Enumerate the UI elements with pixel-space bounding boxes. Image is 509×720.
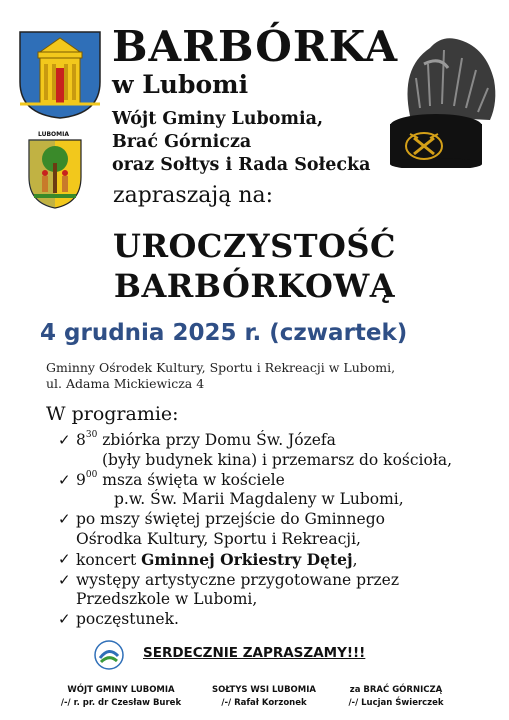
program-list	[58, 431, 452, 630]
program-item: ✓ poczęstunek.	[58, 610, 179, 629]
program-item: ✓ występy artystyczne przygotowane przez Przedszkole w Lubomi,	[58, 571, 452, 611]
signature-role: SOŁTYS WSI LUBOMIA	[212, 685, 316, 695]
program-item-cont: Ośrodka Kultury, Sportu i Rekreacji,	[76, 529, 361, 548]
checkmark-icon: ✓	[58, 470, 71, 489]
poster-title: BARBÓRKA	[112, 22, 399, 71]
program-item-cont: p.w. Św. Marii Magdaleny w Lubomi,	[114, 490, 404, 509]
coat-of-arms-label: LUBOMIA	[38, 131, 70, 138]
program-item: ✓ $8^{30}$ zbiórka przy Domu Św. Józefa (były budynek kina) i przemarsz do kościoła,	[58, 430, 453, 469]
closing-invitation: SERDECZNIE ZAPRASZAMY!!!	[143, 645, 366, 661]
program-item: ✓ koncert Gminnej Orkiestry Dętej,	[58, 549, 358, 569]
orchestra-name: Gminnej Orkiestry Dętej	[141, 549, 353, 569]
lubomia-coat-of-arms	[28, 139, 82, 209]
signature-name: /-/ Rafał Korzonek	[221, 698, 307, 708]
program-item-cont: (były budynek kina) i przemarsz do kościoła,	[102, 450, 453, 469]
signature-role: WÓJT GMINY LUBOMIA	[67, 685, 175, 695]
checkmark-icon: ✓	[58, 510, 71, 529]
event-title-line: UROCZYSTOŚĆ	[113, 227, 396, 265]
gmina-logo-icon	[94, 640, 124, 670]
gmina-coat-of-arms	[18, 30, 102, 120]
event-date: 4 grudnia 2025 r. (czwartek)	[40, 320, 408, 346]
program-heading: W programie:	[46, 403, 179, 425]
venue-line: ul. Adama Mickiewicza 4	[46, 376, 205, 391]
organizer-line: Brać Górnicza	[112, 132, 252, 152]
event-title	[0, 226, 509, 306]
venue-line: Gminny Ośrodek Kultury, Sportu i Rekreacji w Lubomi,	[46, 360, 396, 375]
organizers	[112, 108, 371, 177]
checkmark-icon: ✓	[58, 549, 71, 568]
signature-role: za BRAĆ GÓRNICZĄ	[349, 685, 443, 695]
checkmark-icon: ✓	[58, 610, 71, 629]
program-item: ✓ po mszy świętej przejście do Gminnego Ośrodka Kultury, Sportu i Rekreacji,	[58, 510, 452, 550]
event-title-line: BARBÓRKOWĄ	[113, 267, 396, 305]
signature-name: /-/ Lucjan Świerczek	[348, 698, 444, 708]
checkmark-icon: ✓	[58, 431, 71, 449]
signature-wojt	[54, 684, 188, 710]
invite-text: zapraszają na:	[113, 183, 274, 208]
program-item: ✓ $9^{00}$ msza święta w kościele p.w. Św. Marii Magdaleny w Lubomi,	[58, 471, 452, 511]
poster-subtitle: w Lubomi	[112, 70, 249, 99]
organizer-line: Wójt Gminy Lubomia,	[112, 109, 324, 129]
signature-soltys	[205, 684, 323, 710]
organizer-line: oraz Sołtys i Rada Sołecka	[112, 155, 371, 175]
venue	[46, 360, 395, 392]
signature-brac	[336, 684, 456, 710]
checkmark-icon: ✓	[58, 570, 71, 589]
program-item-cont: Przedszkole w Lubomi,	[76, 590, 258, 609]
signature-name: /-/ r. pr. dr Czesław Burek	[60, 698, 182, 708]
miner-hat-illustration	[390, 28, 498, 168]
